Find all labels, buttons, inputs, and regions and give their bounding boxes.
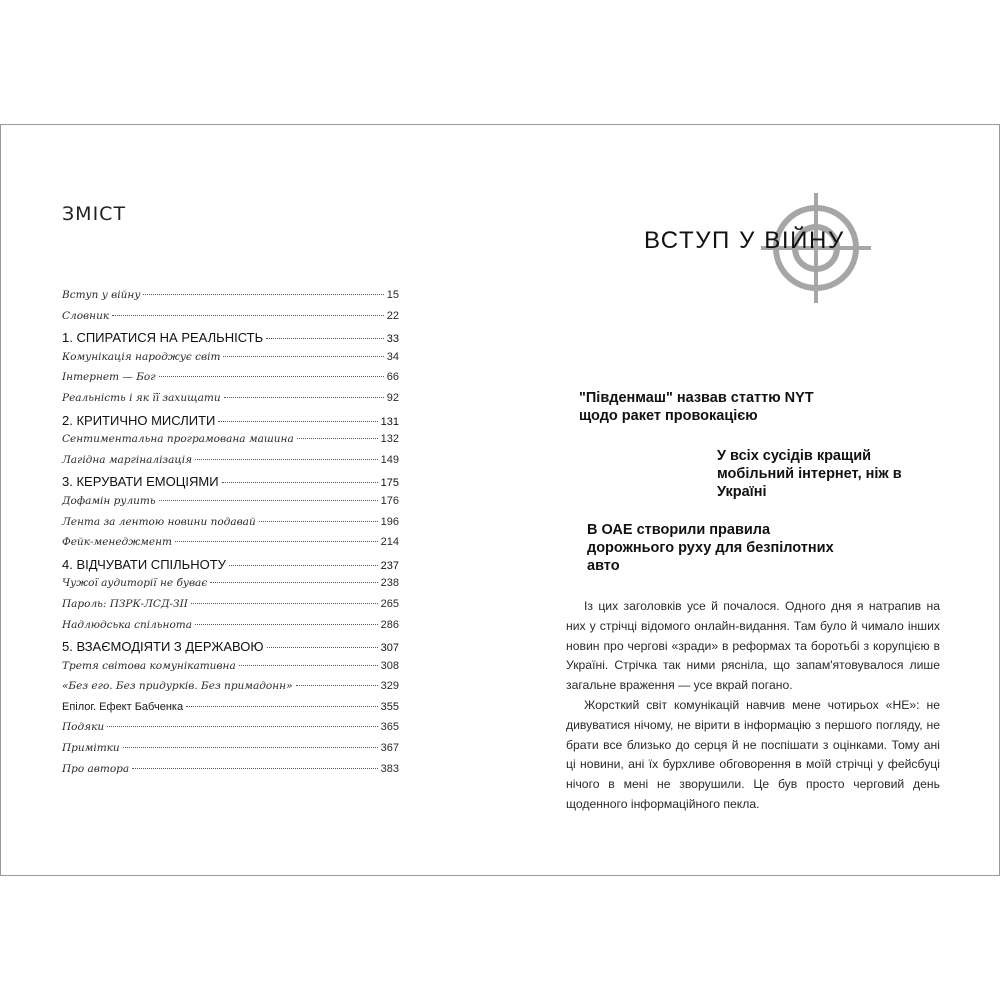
toc-entry: [62, 742, 399, 763]
dot-leader: [143, 294, 383, 295]
toc-entry: [62, 413, 399, 434]
dot-leader: [222, 482, 378, 483]
dot-leader: [175, 541, 378, 542]
toc-entry-label: Лагідна маргіналізація: [62, 453, 193, 466]
toc-entry-label: Лента за лентою новини подавай: [62, 515, 256, 528]
toc-entry-label: Сентиментальна програмована машина: [62, 433, 294, 446]
toc-entry-label: 3. КЕРУВАТИ ЕМОЦІЯМИ: [62, 474, 219, 490]
toc-entry-page: 131: [380, 415, 399, 428]
toc-entry-label: Комунікація народжує світ: [62, 350, 221, 363]
toc-entry-label: 1. СПИРАТИСЯ НА РЕАЛЬНІСТЬ: [62, 330, 264, 346]
toc-entry-label: Епілог. Ефект Бабченка: [62, 700, 184, 713]
paragraph: Жорсткий світ комунікацій навчив мене чотирьох «НЕ»: не дивуватися нічому, не вірити в інформацію з першого погляду, не брати все близько до серця й не поспішати з оцінками. Тому ані ці новини, ані їх бурхливе обговорення в моїй стрічці у фейсбуці нічого в мені не зворушили. Це був просто черговий день щоденного інформаційного пекла.: [566, 697, 940, 811]
dot-leader: [195, 459, 378, 460]
dot-leader: [191, 603, 378, 604]
toc-entry-page: 176: [380, 494, 399, 507]
toc-entry-page: 265: [380, 597, 399, 610]
toc-entry: [62, 474, 399, 495]
toc-entry-page: 308: [380, 659, 399, 672]
toc-entry: [62, 454, 399, 475]
toc-entry-label: Подяки: [62, 721, 105, 734]
dot-leader: [107, 726, 378, 727]
dot-leader: [195, 624, 378, 625]
toc-entry-label: 2. КРИТИЧНО МИСЛИТИ: [62, 412, 216, 428]
toc-entry-label: Примітки: [62, 742, 120, 755]
toc-entry: [62, 680, 399, 701]
dot-leader: [224, 397, 384, 398]
toc-entry: [62, 577, 399, 598]
dot-leader: [266, 338, 384, 339]
dot-leader: [297, 438, 378, 439]
toc-entry-page: 15: [386, 289, 399, 301]
toc-entry: [62, 639, 399, 660]
chapter-title: ВСТУП У ВІЙНУ: [644, 227, 845, 254]
toc-entry-page: 329: [380, 680, 399, 693]
dot-leader: [259, 521, 378, 522]
toc-entry-label: Чужої аудиторії не буває: [62, 577, 208, 590]
dot-leader: [112, 315, 384, 316]
dot-leader: [267, 647, 378, 648]
toc-entry: [62, 721, 399, 742]
toc-entry-page: 175: [380, 477, 399, 490]
toc-entry-page: 383: [380, 762, 399, 775]
toc-entry-label: Про автора: [62, 762, 130, 775]
toc-entry-page: 149: [380, 453, 399, 466]
toc-entry-page: 214: [380, 536, 399, 549]
toc-entry: [62, 289, 399, 310]
dot-leader: [132, 768, 377, 769]
toc-entry: [62, 392, 399, 413]
toc-entry-label: Дофамін рулить: [62, 494, 156, 507]
toc-entry: [62, 598, 399, 619]
toc-entry-label: Фейк-менеджмент: [62, 536, 172, 549]
paragraph: Із цих заголовків усе й почалося. Одного дня я натрапив на них у стрічці відомого онлайн-видання. Там було й чимало інших новин про чергові «зради» в реформах та боротьбі з корупцією в Україні. Стрічка так ними рясніла, що запам'ятовувалося лише загальне враження — усе вкрай погано.: [566, 599, 940, 693]
dot-leader: [223, 356, 383, 357]
toc-entry: [62, 516, 399, 537]
toc-entry-page: 286: [380, 618, 399, 631]
toc-entry-page: 196: [380, 515, 399, 528]
toc-entry-page: 34: [386, 350, 399, 363]
toc-entry-page: 355: [380, 700, 399, 713]
toc-entry-label: Надлюдська спільнота: [62, 618, 192, 631]
dot-leader: [123, 747, 378, 748]
toc-entry-page: 365: [380, 721, 399, 734]
dot-leader: [296, 685, 378, 686]
toc-entry-page: 132: [380, 433, 399, 446]
headline-quote: В ОАЕ створили правила дорожнього руху для безпілотних авто: [587, 522, 834, 574]
toc-entry: [62, 619, 399, 640]
dot-leader: [229, 565, 378, 566]
toc-entry: [62, 495, 399, 516]
toc-entry: [62, 763, 399, 784]
toc-entry: [62, 660, 399, 681]
toc-entry-page: 367: [380, 742, 399, 755]
toc-entry: [62, 310, 399, 331]
dot-leader: [159, 500, 378, 501]
body-text: [566, 597, 940, 815]
toc-entry: [62, 351, 399, 372]
dot-leader: [218, 421, 377, 422]
toc-entry: [62, 536, 399, 557]
toc-entry-page: 92: [386, 391, 399, 404]
toc-entry-label: Третя світова комунікативна: [62, 659, 236, 672]
toc-entry-page: 66: [386, 371, 399, 384]
toc-entry-label: Пароль: ПЗРК-ЛСД-ЗІІ: [62, 597, 188, 610]
toc-entry-page: 22: [386, 309, 399, 322]
toc-entry-page: 33: [386, 333, 399, 346]
headline-quote: "Південмаш" назвав статтю NYT щодо ракет провокацією: [579, 390, 814, 424]
toc-entry-label: Вступ у війну: [62, 289, 141, 301]
toc-entry: [62, 330, 399, 351]
toc-entry-page: 237: [380, 559, 399, 572]
toc-title: ЗМІСТ: [62, 203, 127, 225]
toc-entry-label: «Без его. Без придурків. Без примадонн»: [62, 680, 293, 693]
toc-entry: [62, 557, 399, 578]
dot-leader: [239, 665, 378, 666]
toc-entry-label: Словник: [62, 309, 110, 322]
dot-leader: [210, 582, 377, 583]
toc-entry-page: 238: [380, 577, 399, 590]
toc-entry-label: 5. ВЗАЄМОДІЯТИ З ДЕРЖАВОЮ: [62, 639, 264, 655]
toc-entry-label: 4. ВІДЧУВАТИ СПІЛЬНОТУ: [62, 556, 226, 572]
table-of-contents: [62, 289, 399, 783]
toc-entry: [62, 701, 399, 722]
toc-entry: [62, 433, 399, 454]
book-spread: [0, 124, 1000, 876]
toc-entry-label: Інтернет — Бог: [62, 371, 156, 384]
toc-entry-label: Реальність і як її захищати: [62, 391, 221, 404]
toc-entry: [62, 371, 399, 392]
dot-leader: [186, 706, 378, 707]
dot-leader: [159, 376, 384, 377]
headline-quote: У всіх сусідів кращий мобільний інтернет, ніж в Україні: [717, 448, 902, 500]
toc-entry-page: 307: [380, 642, 399, 655]
